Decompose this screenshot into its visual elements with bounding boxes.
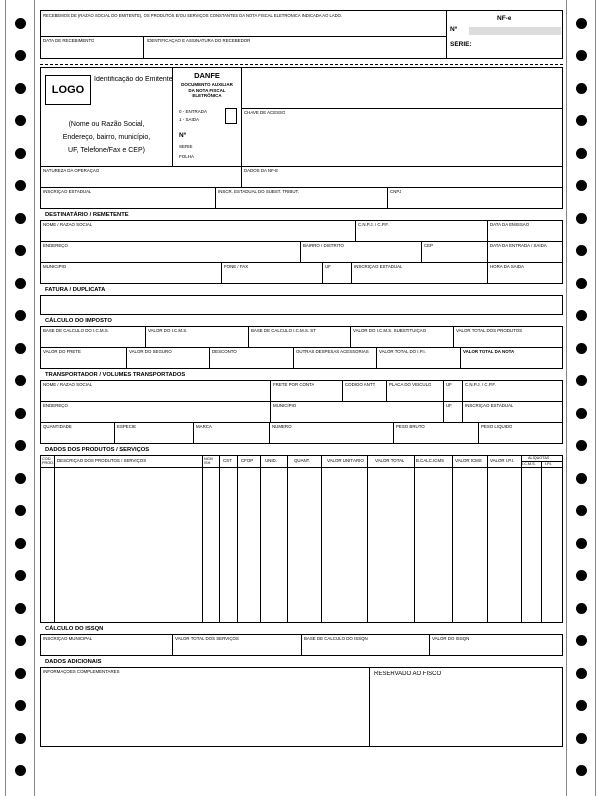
valor-issqn-label: VALOR DO ISSQN bbox=[432, 637, 470, 641]
peso-liquido-label: PESO LÍQUIDO bbox=[481, 425, 513, 429]
feed-hole bbox=[576, 700, 587, 711]
transp-uf-label: UF bbox=[446, 383, 452, 387]
col-cfop: CFOP bbox=[241, 459, 254, 463]
col-valor-ipi: VALOR I.P.I. bbox=[490, 459, 515, 463]
feed-hole bbox=[15, 343, 26, 354]
dest-municipio-label: MUNICÍPIO bbox=[43, 265, 67, 269]
valor-produtos-field[interactable] bbox=[453, 326, 563, 348]
data-emissao-label: DATA DA EMISSÃO bbox=[490, 223, 530, 227]
chave-acesso-field[interactable] bbox=[241, 108, 563, 167]
col-divider bbox=[219, 456, 220, 622]
danfe-entrada: 0 - ENTRADA bbox=[179, 110, 208, 114]
col-divider bbox=[260, 456, 261, 622]
emitente-dados-line: UF, Telefone/Fax e CEP) bbox=[68, 147, 145, 154]
feed-hole bbox=[576, 180, 587, 191]
transp-endereco-field[interactable] bbox=[40, 401, 271, 423]
canhoto-nfe-label: NF-e bbox=[497, 15, 512, 22]
feed-hole bbox=[15, 278, 26, 289]
dest-nome-field[interactable] bbox=[40, 220, 356, 242]
insc-subst-label: INSCR. ESTADUAL DO SUBST. TRIBUT. bbox=[218, 190, 299, 194]
dest-inscricao-label: INSCRIÇÃO ESTADUAL bbox=[354, 265, 403, 269]
informacoes-complementares-field[interactable] bbox=[40, 667, 370, 747]
emitente-identificacao: Identificação do Emitente bbox=[94, 76, 173, 83]
feed-hole bbox=[576, 343, 587, 354]
feed-hole bbox=[15, 310, 26, 321]
valor-icms-st-label: VALOR DO I.C.M.S. SUBSTITUIÇÃO bbox=[353, 329, 427, 333]
col-divider bbox=[287, 456, 288, 622]
transp-uf2-label: UF bbox=[446, 404, 452, 408]
emitente-dados-line: (Nome ou Razão Social, bbox=[68, 121, 145, 128]
assinatura-label: IDENTIFICAÇÃO E ASSINATURA DO RECEBEDOR bbox=[147, 39, 251, 43]
transp-municipio-field[interactable] bbox=[270, 401, 444, 423]
valor-frete-label: VALOR DO FRETE bbox=[43, 350, 81, 354]
inscricao-municipal-field[interactable] bbox=[40, 634, 173, 656]
transp-nome-label: NOME / RAZÃO SOCIAL bbox=[43, 383, 93, 387]
dest-inscricao-field[interactable] bbox=[351, 262, 488, 284]
danfe-box bbox=[172, 67, 242, 167]
col-divider bbox=[452, 456, 453, 622]
feed-hole bbox=[15, 375, 26, 386]
cnpj-emitente-label: CNPJ bbox=[390, 190, 402, 194]
col-cod-line: PROD. bbox=[42, 461, 55, 466]
produtos-section-title: DADOS DOS PRODUTOS / SERVIÇOS bbox=[45, 447, 150, 453]
inscricao-estadual-field[interactable] bbox=[40, 187, 216, 209]
col-valor-icms: VALOR ICMS bbox=[455, 459, 482, 463]
placa-veiculo-field[interactable] bbox=[386, 380, 444, 402]
numero-volumes-label: NÚMERO bbox=[272, 425, 292, 429]
codigo-antt-field[interactable] bbox=[342, 380, 387, 402]
assinatura-field[interactable] bbox=[143, 36, 447, 59]
data-entrada-saida-label: DATA DA ENTRADA / SAÍDA bbox=[490, 244, 547, 248]
cnpj-emitente-field[interactable] bbox=[387, 187, 563, 209]
valor-icms-st-field[interactable] bbox=[350, 326, 454, 348]
danfe-titulo: DANFE bbox=[194, 71, 220, 80]
feed-hole bbox=[576, 213, 587, 224]
codigo-antt-label: CÓDIGO ANTT bbox=[345, 383, 376, 387]
col-divider bbox=[54, 456, 55, 622]
col-divider bbox=[541, 461, 542, 622]
feed-hole bbox=[15, 148, 26, 159]
danfe-subtitulo-line: DOCUMENTO AUXILIAR bbox=[181, 82, 233, 87]
cut-line bbox=[40, 64, 563, 65]
col-ncm-line: /SH bbox=[204, 461, 211, 466]
hora-saida-field[interactable] bbox=[487, 262, 563, 284]
dest-uf-field[interactable] bbox=[322, 262, 352, 284]
feed-hole bbox=[576, 115, 587, 126]
col-valor-unitario: VALOR UNITÁRIO bbox=[327, 459, 364, 463]
canhoto-numero-label: Nº bbox=[450, 26, 458, 33]
dest-fone-label: FONE / FAX bbox=[224, 265, 249, 269]
dados-nfe-field[interactable] bbox=[241, 166, 563, 188]
valor-nota-label: VALOR TOTAL DA NOTA bbox=[463, 350, 515, 354]
transp-cnpj-field[interactable] bbox=[462, 380, 563, 402]
adicionais-section-title: DADOS ADICIONAIS bbox=[45, 659, 102, 665]
base-issqn-field[interactable] bbox=[301, 634, 430, 656]
feed-hole bbox=[15, 505, 26, 516]
logo-box bbox=[45, 75, 91, 105]
base-issqn-label: BASE DE CÁLCULO DO ISSQN bbox=[304, 637, 368, 641]
especie-field[interactable] bbox=[114, 422, 194, 444]
recebemos-text: RECEBEMOS DE (RAZÃO SOCIAL DO EMITENTE), OS PRODUTOS E/OU SERVIÇOS CONSTANTES DA NOTA FISCAL ELETRÔNICA INDICADA AO LADO. bbox=[43, 14, 343, 18]
canhoto-nfe-box bbox=[446, 10, 563, 59]
produtos-table[interactable] bbox=[40, 455, 563, 623]
peso-liquido-field[interactable] bbox=[478, 422, 563, 444]
valor-nota-field[interactable] bbox=[460, 347, 563, 369]
feed-hole bbox=[15, 115, 26, 126]
feed-hole bbox=[576, 245, 587, 256]
canhoto-numero-shade bbox=[469, 27, 561, 35]
valor-servicos-field[interactable] bbox=[172, 634, 302, 656]
valor-ipi-label: VALOR TOTAL DO I.P.I. bbox=[379, 350, 426, 354]
chave-acesso-label: CHAVE DE ACESSO bbox=[244, 111, 286, 115]
insc-subst-field[interactable] bbox=[215, 187, 388, 209]
col-aliq-ipi: I.P.I. bbox=[545, 462, 553, 466]
frete-conta-field[interactable] bbox=[270, 380, 343, 402]
col-quant: QUANT. bbox=[294, 459, 311, 463]
feed-hole bbox=[576, 635, 587, 646]
danfe-form bbox=[40, 10, 563, 773]
col-divider bbox=[487, 456, 488, 622]
data-emissao-field[interactable] bbox=[487, 220, 563, 242]
transp-endereco-label: ENDEREÇO bbox=[43, 404, 68, 408]
entrada-saida-box[interactable] bbox=[225, 108, 237, 124]
hora-saida-label: HORA DA SAÍDA bbox=[490, 265, 524, 269]
fatura-section-title: FATURA / DUPLICATA bbox=[45, 287, 106, 293]
feed-hole bbox=[576, 310, 587, 321]
feed-hole bbox=[15, 180, 26, 191]
valor-servicos-label: VALOR TOTAL DOS SERVIÇOS bbox=[175, 637, 239, 641]
feed-hole bbox=[15, 700, 26, 711]
natureza-operacao-field[interactable] bbox=[40, 166, 242, 188]
valor-frete-field[interactable] bbox=[40, 347, 127, 369]
quantidade-label: QUANTIDADE bbox=[43, 425, 72, 429]
especie-label: ESPÉCIE bbox=[117, 425, 137, 429]
numero-volumes-field[interactable] bbox=[269, 422, 394, 444]
transp-cnpj-label: C.N.P.J. / C.P.F. bbox=[465, 383, 496, 387]
desconto-label: DESCONTO bbox=[212, 350, 237, 354]
logo-label: LOGO bbox=[51, 84, 85, 96]
outras-despesas-label: OUTRAS DESPESAS ACESSÓRIAS bbox=[296, 350, 369, 354]
base-icms-field[interactable] bbox=[40, 326, 146, 348]
feed-hole bbox=[15, 603, 26, 614]
transp-uf2-field[interactable] bbox=[443, 401, 463, 423]
quantidade-field[interactable] bbox=[40, 422, 115, 444]
col-cod-line: CÓD. bbox=[42, 457, 52, 461]
col-divider bbox=[521, 456, 522, 622]
danfe-folha: FOLHA bbox=[179, 155, 195, 159]
valor-seguro-field[interactable] bbox=[126, 347, 210, 369]
feed-hole bbox=[576, 603, 587, 614]
marca-field[interactable] bbox=[193, 422, 270, 444]
feed-hole bbox=[576, 538, 587, 549]
feed-hole bbox=[15, 635, 26, 646]
base-icms-st-field[interactable] bbox=[248, 326, 351, 348]
reservado-fisco-label: RESERVADO AO FISCO bbox=[374, 671, 442, 677]
feed-hole bbox=[15, 570, 26, 581]
valor-icms-label: VALOR DO I.C.M.S. bbox=[148, 329, 188, 333]
marca-label: MARCA bbox=[196, 425, 212, 429]
danfe-numero: Nº bbox=[179, 132, 187, 139]
imposto-section-title: CÁLCULO DO IMPOSTO bbox=[45, 318, 112, 324]
inscricao-municipal-label: INSCRIÇÃO MUNICIPAL bbox=[43, 637, 93, 641]
col-cod bbox=[42, 457, 54, 465]
col-ncm bbox=[204, 457, 213, 465]
col-divider bbox=[202, 456, 203, 622]
feed-hole bbox=[15, 538, 26, 549]
danfe-subtitulo bbox=[173, 82, 241, 99]
valor-issqn-field[interactable] bbox=[429, 634, 563, 656]
feed-hole bbox=[15, 733, 26, 744]
col-valor-total: VALOR TOTAL bbox=[375, 459, 405, 463]
frete-conta-label: FRETE POR CONTA bbox=[273, 383, 315, 387]
base-icms-label: BASE DE CÁLCULO DO I.C.M.S. bbox=[43, 329, 109, 333]
feed-hole bbox=[15, 245, 26, 256]
desconto-field[interactable] bbox=[209, 347, 294, 369]
fatura-box[interactable] bbox=[40, 295, 563, 315]
col-bcalc-icms: B.CÁLC.ICMS bbox=[416, 459, 445, 463]
feed-hole bbox=[15, 408, 26, 419]
danfe-subtitulo-line: DA NOTA FISCAL bbox=[188, 87, 226, 93]
placa-veiculo-label: PLACA DO VEÍCULO bbox=[389, 383, 432, 387]
valor-produtos-label: VALOR TOTAL DOS PRODUTOS bbox=[456, 329, 523, 333]
feed-hole bbox=[576, 50, 587, 61]
dest-cnpj-field[interactable] bbox=[355, 220, 488, 242]
destinatario-section-title: DESTINATÁRIO / REMETENTE bbox=[45, 212, 129, 218]
feed-hole bbox=[15, 50, 26, 61]
transp-municipio-label: MUNICÍPIO bbox=[273, 404, 297, 408]
dest-nome-label: NOME / RAZÃO SOCIAL bbox=[43, 223, 93, 227]
data-entrada-saida-field[interactable] bbox=[487, 241, 563, 263]
dest-municipio-field[interactable] bbox=[40, 262, 222, 284]
feed-hole bbox=[576, 148, 587, 159]
feed-hole bbox=[15, 440, 26, 451]
valor-icms-field[interactable] bbox=[145, 326, 249, 348]
col-divider bbox=[321, 456, 322, 622]
feed-hole bbox=[576, 505, 587, 516]
feed-hole bbox=[576, 765, 587, 776]
col-cst: CST bbox=[223, 459, 232, 463]
dest-cep-field[interactable] bbox=[421, 241, 488, 263]
inscricao-estadual-label: INSCRIÇÃO ESTADUAL bbox=[43, 190, 92, 194]
valor-seguro-label: VALOR DO SEGURO bbox=[129, 350, 172, 354]
feed-hole bbox=[15, 213, 26, 224]
col-unid: UNID. bbox=[265, 459, 277, 463]
feed-hole bbox=[576, 408, 587, 419]
danfe-saida: 1 - SAÍDA bbox=[179, 118, 200, 122]
col-aliquotas: ALÍQUOTAS bbox=[528, 456, 550, 460]
feed-hole bbox=[576, 440, 587, 451]
feed-hole bbox=[15, 83, 26, 94]
dest-fone-field[interactable] bbox=[221, 262, 323, 284]
feed-hole bbox=[15, 473, 26, 484]
feed-hole bbox=[576, 570, 587, 581]
feed-hole bbox=[576, 83, 587, 94]
col-ncm-line: NCM bbox=[204, 457, 213, 461]
right-feed-strip bbox=[566, 0, 596, 796]
natureza-operacao-label: NATUREZA DA OPERAÇÃO bbox=[43, 169, 100, 173]
dados-nfe-label: DADOS DA NF-E bbox=[244, 169, 279, 173]
base-icms-st-label: BASE DE CÁLCULO I.C.M.S. ST bbox=[251, 329, 316, 333]
barcode-area bbox=[241, 67, 563, 109]
emitente-dados-line: Endereço, bairro, município, bbox=[62, 134, 151, 141]
feed-hole bbox=[576, 278, 587, 289]
data-recebimento-field[interactable] bbox=[40, 36, 144, 59]
reservado-fisco-field bbox=[369, 667, 563, 747]
emitente-box bbox=[40, 67, 173, 167]
dest-uf-label: UF bbox=[325, 265, 331, 269]
feed-hole bbox=[15, 18, 26, 29]
dest-endereco-label: ENDEREÇO bbox=[43, 244, 68, 248]
informacoes-complementares-label: INFORMAÇÕES COMPLEMENTARES bbox=[43, 670, 120, 674]
canhoto-serie-label: SÉRIE: bbox=[450, 41, 472, 48]
transp-inscricao-field[interactable] bbox=[462, 401, 563, 423]
feed-hole bbox=[576, 18, 587, 29]
dest-bairro-field[interactable] bbox=[300, 241, 422, 263]
dest-endereco-field[interactable] bbox=[40, 241, 301, 263]
dest-cnpj-label: C.N.P.J. / C.P.F. bbox=[358, 223, 389, 227]
emitente-dados bbox=[41, 118, 172, 157]
feed-hole bbox=[576, 668, 587, 679]
col-divider bbox=[414, 456, 415, 622]
feed-hole bbox=[576, 375, 587, 386]
dest-bairro-label: BAIRRO / DISTRITO bbox=[303, 244, 344, 248]
outras-despesas-field[interactable] bbox=[293, 347, 377, 369]
col-divider bbox=[237, 456, 238, 622]
transp-inscricao-label: INSCRIÇÃO ESTADUAL bbox=[465, 404, 514, 408]
danfe-subtitulo-line: ELETRÔNICA bbox=[192, 93, 222, 98]
peso-bruto-field[interactable] bbox=[393, 422, 479, 444]
feed-hole bbox=[576, 473, 587, 484]
data-recebimento-label: DATA DE RECEBIMENTO bbox=[43, 39, 95, 43]
recebemos-box bbox=[40, 10, 447, 37]
transp-uf-field[interactable] bbox=[443, 380, 463, 402]
feed-hole bbox=[15, 668, 26, 679]
valor-ipi-field[interactable] bbox=[376, 347, 461, 369]
peso-bruto-label: PESO BRUTO bbox=[396, 425, 425, 429]
produtos-header-rule bbox=[41, 467, 562, 468]
feed-hole bbox=[15, 765, 26, 776]
transp-nome-field[interactable] bbox=[40, 380, 271, 402]
feed-hole bbox=[576, 733, 587, 744]
col-aliq-icms: I.C.M.S. bbox=[522, 462, 536, 466]
issqn-section-title: CÁLCULO DO ISSQN bbox=[45, 626, 104, 632]
transportador-section-title: TRANSPORTADOR / VOLUMES TRANSPORTADOS bbox=[45, 372, 186, 378]
left-feed-strip bbox=[5, 0, 35, 796]
dest-cep-label: CEP bbox=[424, 244, 434, 248]
danfe-serie: SÉRIE bbox=[179, 145, 193, 149]
col-descricao: DESCRIÇÃO DOS PRODUTOS / SERVIÇOS bbox=[57, 459, 147, 463]
col-divider bbox=[367, 456, 368, 622]
